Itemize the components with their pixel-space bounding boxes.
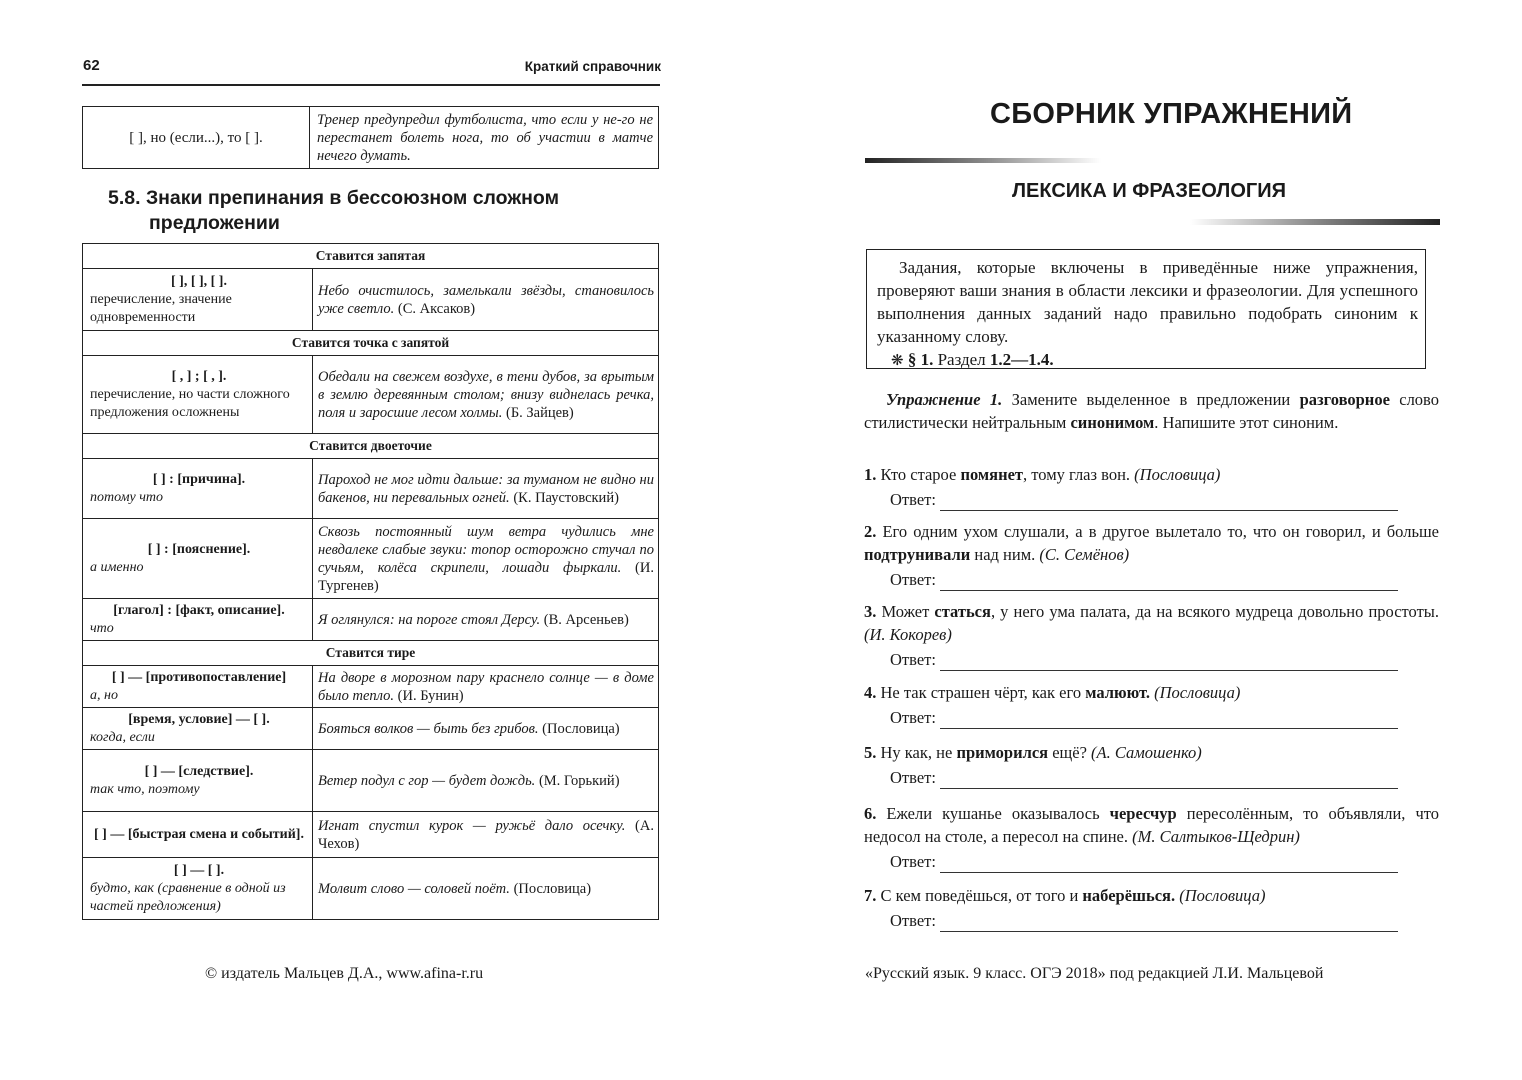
info-box xyxy=(866,249,1426,369)
example-cell xyxy=(313,459,659,519)
pattern-cell xyxy=(83,459,313,519)
group-heading: Ставится двоеточие xyxy=(83,434,659,459)
example-cell xyxy=(313,356,659,434)
task-number: 2. xyxy=(864,522,877,541)
ornament-icon: ❋ xyxy=(891,353,904,369)
example-author: (Пословица) xyxy=(538,720,620,737)
answer-row xyxy=(864,909,1439,932)
example-text: Я оглянулся: на пороге стоял Дерсу. xyxy=(318,611,541,628)
group-heading: Ставится тире xyxy=(83,641,659,666)
task-source: (И. Кокорев) xyxy=(864,625,952,644)
table-row xyxy=(83,708,659,750)
instruction-text: Замените выделенное в предложении xyxy=(1002,390,1300,409)
exercise-instructions xyxy=(864,388,1439,434)
answer-label: Ответ: xyxy=(890,708,936,727)
task-text: Ежели кушанье оказывалось xyxy=(876,804,1110,823)
highlighted-word: наберёшься. xyxy=(1082,886,1176,905)
answer-line[interactable] xyxy=(940,858,1398,873)
task-item xyxy=(864,741,1439,789)
task-question xyxy=(864,741,1439,764)
instruction-text: . Напишите этот синоним. xyxy=(1154,413,1339,432)
task-text: Может xyxy=(876,602,935,621)
answer-line[interactable] xyxy=(940,576,1398,591)
conjunction-words: что xyxy=(90,620,114,636)
group-heading: Ставится точка с запятой xyxy=(83,331,659,356)
example-text: Игнат спустил курок — ружьё дало осечку. xyxy=(318,817,626,834)
pattern-formula: [ ], [ ], [ ]. xyxy=(171,273,227,289)
example-cell xyxy=(313,269,659,331)
group-heading-row xyxy=(83,641,659,666)
task-text: С кем поведёшься, от того и xyxy=(876,886,1083,905)
pattern-description: перечисление, значение одновременности xyxy=(90,291,232,325)
task-source: (Пословица) xyxy=(1179,886,1266,905)
example-cell xyxy=(313,599,659,641)
table-row xyxy=(83,459,659,519)
example-cell xyxy=(313,519,659,599)
example-author: (С. Аксаков) xyxy=(394,300,476,317)
highlighted-word: малюют. xyxy=(1085,683,1150,702)
task-text: над ним. xyxy=(970,545,1040,564)
example-author: (Пословица) xyxy=(509,880,592,897)
example-cell xyxy=(313,812,659,858)
table-row xyxy=(83,858,659,920)
answer-label: Ответ: xyxy=(890,768,936,787)
pattern-formula: [ , ] ; [ , ]. xyxy=(171,368,227,384)
reference-line xyxy=(877,348,1418,373)
chapter-title: ЛЕКСИКА И ФРАЗЕОЛОГИЯ xyxy=(1012,180,1286,202)
pattern-cell xyxy=(83,812,313,858)
answer-line[interactable] xyxy=(940,714,1398,729)
task-question xyxy=(864,463,1439,486)
task-number: 7. xyxy=(864,886,877,905)
task-question xyxy=(864,802,1439,848)
pattern-cell xyxy=(83,356,313,434)
answer-label: Ответ: xyxy=(890,570,936,589)
example-text: Бояться волков — быть без грибов. xyxy=(318,720,539,737)
example-cell: Тренер предупредил футболиста, что если у не-го не перестанет болеть нога, то об участии в матче нечего думать. xyxy=(310,107,659,169)
highlighted-word: помянет xyxy=(960,465,1024,484)
pattern-formula: [ ] — [противопоставление] xyxy=(111,669,287,685)
pattern-cell xyxy=(83,708,313,750)
answer-label: Ответ: xyxy=(890,650,936,669)
pattern-cell xyxy=(83,599,313,641)
task-text: Кто старое xyxy=(876,465,961,484)
task-text: Не так страшен чёрт, как его xyxy=(876,683,1086,702)
example-author: (К. Паустовский) xyxy=(509,489,619,506)
book-footer: «Русский язык. 9 класс. ОГЭ 2018» под редакцией Л.И. Мальцевой xyxy=(865,965,1324,982)
answer-row xyxy=(864,850,1439,873)
answer-row xyxy=(864,488,1439,511)
pattern-formula: [ ] : [причина]. xyxy=(152,471,246,487)
page-number: 62 xyxy=(83,57,100,74)
pattern-cell xyxy=(83,519,313,599)
example-text: Пароход не мог идти дальше: за туманом не видно ни бакенов, ни перевальных огней. xyxy=(318,471,654,506)
section-title xyxy=(108,186,559,236)
task-item xyxy=(864,884,1439,932)
answer-label: Ответ: xyxy=(890,911,936,930)
example-text: На дворе в морозном пару краснело солнце — в доме было тепло. xyxy=(318,669,654,704)
section-title-line-1: 5.8. Знаки препинания в бессоюзном сложном xyxy=(108,187,560,209)
instruction-text: слово стилистически нейтральным xyxy=(864,390,1439,432)
left-page xyxy=(0,0,760,1080)
example-author: (А. Чехов) xyxy=(318,817,654,852)
ref-range: 1.2—1.4. xyxy=(989,350,1054,369)
example-cell xyxy=(313,708,659,750)
answer-row xyxy=(864,568,1439,591)
task-item xyxy=(864,463,1439,511)
task-text: Его одним ухом слушали, а в другое вылетало то, что он говорил, и больше xyxy=(876,522,1439,541)
ref-paragraph: § 1. xyxy=(907,350,934,369)
example-author: (Б. Зайцев) xyxy=(502,404,574,421)
conjunction-words: а именно xyxy=(90,559,144,575)
highlighted-word: подтрунивали xyxy=(864,545,971,564)
pattern-formula: [ ] — [следствие]. xyxy=(144,763,254,779)
answer-row xyxy=(864,706,1439,729)
example-text: Сквозь постоянный шум ветра чудились мне невдалеке слабые звуки: топор осторожно стучал по сучьям, колёса скрипели, лошади фыркали. xyxy=(318,523,654,576)
task-number: 5. xyxy=(864,743,877,762)
conjunction-words: будто, как (сравнение в одной из частей предложения) xyxy=(90,880,286,914)
answer-line[interactable] xyxy=(940,656,1398,671)
task-number: 4. xyxy=(864,683,877,702)
task-text: Ну как, не xyxy=(876,743,957,762)
task-item xyxy=(864,681,1439,729)
right-page xyxy=(760,0,1522,1080)
example-author: (И. Тургенев) xyxy=(318,559,654,594)
pattern-cell xyxy=(83,750,313,812)
pattern-description: перечисление, но части сложного предложения осложнены xyxy=(90,386,290,420)
group-heading-row xyxy=(83,331,659,356)
pattern-cell xyxy=(83,858,313,920)
running-head: Краткий справочник xyxy=(524,59,661,74)
pattern-cell xyxy=(83,666,313,708)
pattern-formula: [ ] : [пояснение]. xyxy=(147,541,251,557)
answer-row xyxy=(864,648,1439,671)
task-source: (М. Салтыков-Щедрин) xyxy=(1132,827,1300,846)
page-title: СБОРНИК УПРАЖНЕНИЙ xyxy=(990,98,1353,130)
example-cell xyxy=(313,858,659,920)
exercise-label: Упражнение 1. xyxy=(886,390,1003,409)
example-text: Молвит слово — соловей поёт. xyxy=(318,880,510,897)
instruction-keyword: разговорное xyxy=(1299,390,1390,409)
decorative-rule xyxy=(1190,219,1440,225)
example-author: (И. Бунин) xyxy=(394,687,464,704)
answer-line[interactable] xyxy=(940,917,1398,932)
pattern-formula: [глагол] : [факт, описание]. xyxy=(113,602,285,618)
continued-table xyxy=(82,106,659,169)
pattern-formula: [время, условие] — [ ]. xyxy=(128,711,270,727)
answer-line[interactable] xyxy=(940,496,1398,511)
answer-label: Ответ: xyxy=(890,490,936,509)
highlighted-word: чересчур xyxy=(1109,804,1177,823)
task-question xyxy=(864,600,1439,646)
table-row xyxy=(83,519,659,599)
table-row xyxy=(83,269,659,331)
pattern-cell: [ ], но (если...), то [ ]. xyxy=(83,107,310,169)
table-row xyxy=(83,666,659,708)
section-title-line-2: предложении xyxy=(149,212,280,234)
example-author: (М. Горький) xyxy=(535,772,620,789)
pattern-formula: [ ] — [ ]. xyxy=(173,862,225,878)
group-heading-row xyxy=(83,244,659,269)
info-text: Задания, которые включены в приведённые ниже упражнения, проверяют ваши знания в области лексики и фразеологии. Для успешного выполнения данных заданий надо правильно подобрать синоним к указанному слову. xyxy=(877,258,1418,346)
conjunction-words: так что, поэтому xyxy=(90,781,200,797)
group-heading-row xyxy=(83,434,659,459)
task-item xyxy=(864,600,1439,671)
ref-section-label: Раздел xyxy=(933,350,990,369)
task-number: 3. xyxy=(864,602,877,621)
conjunction-words: потому что xyxy=(90,489,164,505)
task-text: , у него ума палата, да на всякого мудреца довольно простоты. xyxy=(990,602,1439,621)
example-text: Обедали на свежем воздухе, в тени дубов, за врытым в землю деревянным столом; внизу виднелась речка, поля и заросшие лесом холмы. xyxy=(318,368,654,421)
task-source: (А. Самошенко) xyxy=(1091,743,1202,762)
pattern-formula: [ ] — [быстрая смена и событий]. xyxy=(94,826,304,842)
conjunction-words: когда, если xyxy=(90,729,155,745)
example-cell xyxy=(313,666,659,708)
task-text: ещё? xyxy=(1048,743,1092,762)
task-question xyxy=(864,681,1439,704)
instruction-keyword: синонимом xyxy=(1070,413,1155,432)
example-author: (В. Арсеньев) xyxy=(540,611,629,628)
example-text: Ветер подул с гор — будет дождь. xyxy=(318,772,536,789)
task-question xyxy=(864,520,1439,566)
answer-label: Ответ: xyxy=(890,852,936,871)
group-heading: Ставится запятая xyxy=(83,244,659,269)
highlighted-word: приморился xyxy=(956,743,1049,762)
conjunction-words: а, но xyxy=(90,687,118,703)
task-source: (Пословица) xyxy=(1154,683,1241,702)
publisher-footer: © издатель Мальцев Д.А., www.afina-r.ru xyxy=(205,965,484,982)
task-text: пересолённым, то объявляли, что недосол на столе, а пересол на спине. xyxy=(864,804,1439,846)
header-rule xyxy=(82,84,660,86)
example-cell xyxy=(313,750,659,812)
punctuation-rules-table xyxy=(82,243,659,920)
task-source: (Пословица) xyxy=(1134,465,1221,484)
task-item xyxy=(864,520,1439,591)
task-number: 1. xyxy=(864,465,877,484)
example-text: Небо очистилось, замелькали звёзды, становилось уже светло. xyxy=(318,282,654,317)
table-row xyxy=(83,812,659,858)
table-row xyxy=(83,599,659,641)
pattern-cell xyxy=(83,269,313,331)
task-text: , тому глаз вон. xyxy=(1023,465,1135,484)
table-row xyxy=(83,750,659,812)
task-number: 6. xyxy=(864,804,877,823)
highlighted-word: статься xyxy=(934,602,991,621)
answer-line[interactable] xyxy=(940,774,1398,789)
task-item xyxy=(864,802,1439,873)
table-row xyxy=(83,356,659,434)
table-row xyxy=(83,107,659,169)
answer-row xyxy=(864,766,1439,789)
task-source: (С. Семёнов) xyxy=(1039,545,1130,564)
decorative-rule xyxy=(865,158,1101,163)
task-question xyxy=(864,884,1439,907)
